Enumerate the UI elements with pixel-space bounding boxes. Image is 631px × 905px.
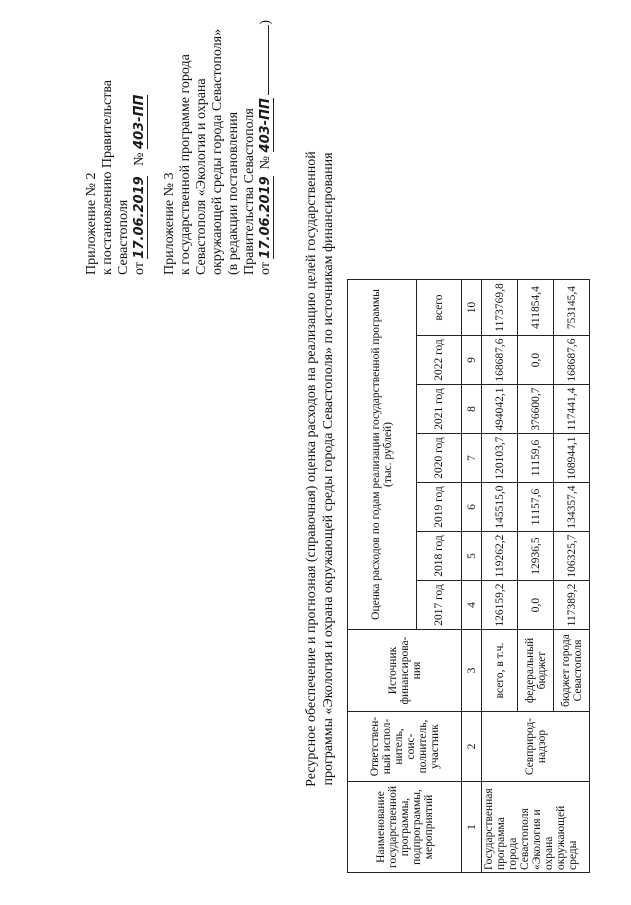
caption-line: программы «Экология и охрана окружающей среды города Севастополя» по источникам финансирования: [321, 152, 336, 786]
value-cell: 12936,5: [518, 532, 554, 581]
header-year: 2020 год: [417, 434, 462, 483]
value-cell: 0,0: [518, 581, 554, 630]
value-cell: 117389,2: [554, 581, 590, 630]
funding-source: всего, в т.ч.: [482, 630, 518, 712]
appendix-header: [84, 19, 274, 275]
appendix3-line: к государственной программе города: [178, 54, 193, 275]
appendix2-date-line: от 17.06.2019 № 403-ПП: [132, 94, 147, 275]
appendix2-title: Приложение № 2: [84, 172, 99, 275]
header-year: 2022 год: [417, 336, 462, 385]
table-row: [482, 280, 518, 873]
value-cell: 119262,2: [482, 532, 518, 581]
column-number: 10: [462, 280, 482, 336]
program-name: Государственная программа города Севастополя «Экология и охрана окружающей среды: [482, 782, 590, 873]
funding-source: бюджет города Севастополя: [554, 630, 590, 712]
value-cell: 106325,7: [554, 532, 590, 581]
appendix3-line: окружающей среды города Севастополя»: [210, 28, 225, 275]
value-cell: 134357,4: [554, 483, 590, 532]
value-cell: 168687,6: [482, 336, 518, 385]
column-number: 3: [462, 630, 482, 712]
appendix3-title: Приложение № 3: [162, 172, 177, 275]
resource-table: [347, 279, 590, 873]
value-cell: 126159,2: [482, 581, 518, 630]
value-cell: 376600,7: [518, 385, 554, 434]
header-year: 2021 год: [417, 385, 462, 434]
column-number: 7: [462, 434, 482, 483]
column-number: 6: [462, 483, 482, 532]
appendix3-line: Севастополя «Экология и охрана: [194, 78, 209, 275]
column-number: 1: [462, 782, 482, 873]
caption-line: Ресурсное обеспечение и прогнозная (справочная) оценка расходов на реализацию целей государственной: [304, 151, 319, 787]
value-cell: 411854,4: [518, 280, 554, 336]
table-caption: [303, 69, 337, 869]
header-estimate: Оценка расходов по годам реализации государственной программы (тыс. рублей): [348, 280, 417, 630]
value-cell: 11159,6: [518, 434, 554, 483]
value-cell: 1173769,8: [482, 280, 518, 336]
header-executor: Ответствен-ный испол-нитель, соис-полнитель, участник: [348, 712, 462, 782]
handwritten-date: 17.06.2019: [258, 176, 273, 259]
column-number: 9: [462, 336, 482, 385]
header-year: 2019 год: [417, 483, 462, 532]
value-cell: 108944,1: [554, 434, 590, 483]
handwritten-date: 17.06.2019: [132, 176, 147, 259]
column-number: 2: [462, 712, 482, 782]
column-number: 8: [462, 385, 482, 434]
value-cell: 120103,7: [482, 434, 518, 483]
header-year: 2017 год: [417, 581, 462, 630]
appendix2-line: к постановлению Правительства: [100, 79, 115, 275]
value-cell: 117441,4: [554, 385, 590, 434]
value-cell: 11157,6: [518, 483, 554, 532]
column-number: 5: [462, 532, 482, 581]
header-total: всего: [417, 280, 462, 336]
appendix3-line: (в редакции постановления: [226, 111, 241, 275]
header-year: 2018 год: [417, 532, 462, 581]
header-name: Наименование государственной программы, подпрограммы, мероприятий: [348, 782, 462, 873]
funding-source: федеральный бюджет: [518, 630, 554, 712]
value-cell: 145515,0: [482, 483, 518, 532]
value-cell: 494042,1: [482, 385, 518, 434]
appendix3-line: Правительства Севастополя: [242, 108, 257, 275]
value-cell: 168687,6: [554, 336, 590, 385]
executor: Севприрод-надзор: [482, 712, 590, 782]
header-source: Источник финансирова-ния: [348, 630, 462, 712]
value-cell: 0,0: [518, 336, 554, 385]
handwritten-number: 403-ПП: [258, 98, 273, 153]
appendix3-date-line: от 17.06.2019 № 403-ПП ): [258, 19, 273, 275]
handwritten-number: 403-ПП: [132, 94, 147, 149]
column-number: 4: [462, 581, 482, 630]
appendix2-line: Севастополя: [116, 199, 131, 275]
value-cell: 753145,4: [554, 280, 590, 336]
